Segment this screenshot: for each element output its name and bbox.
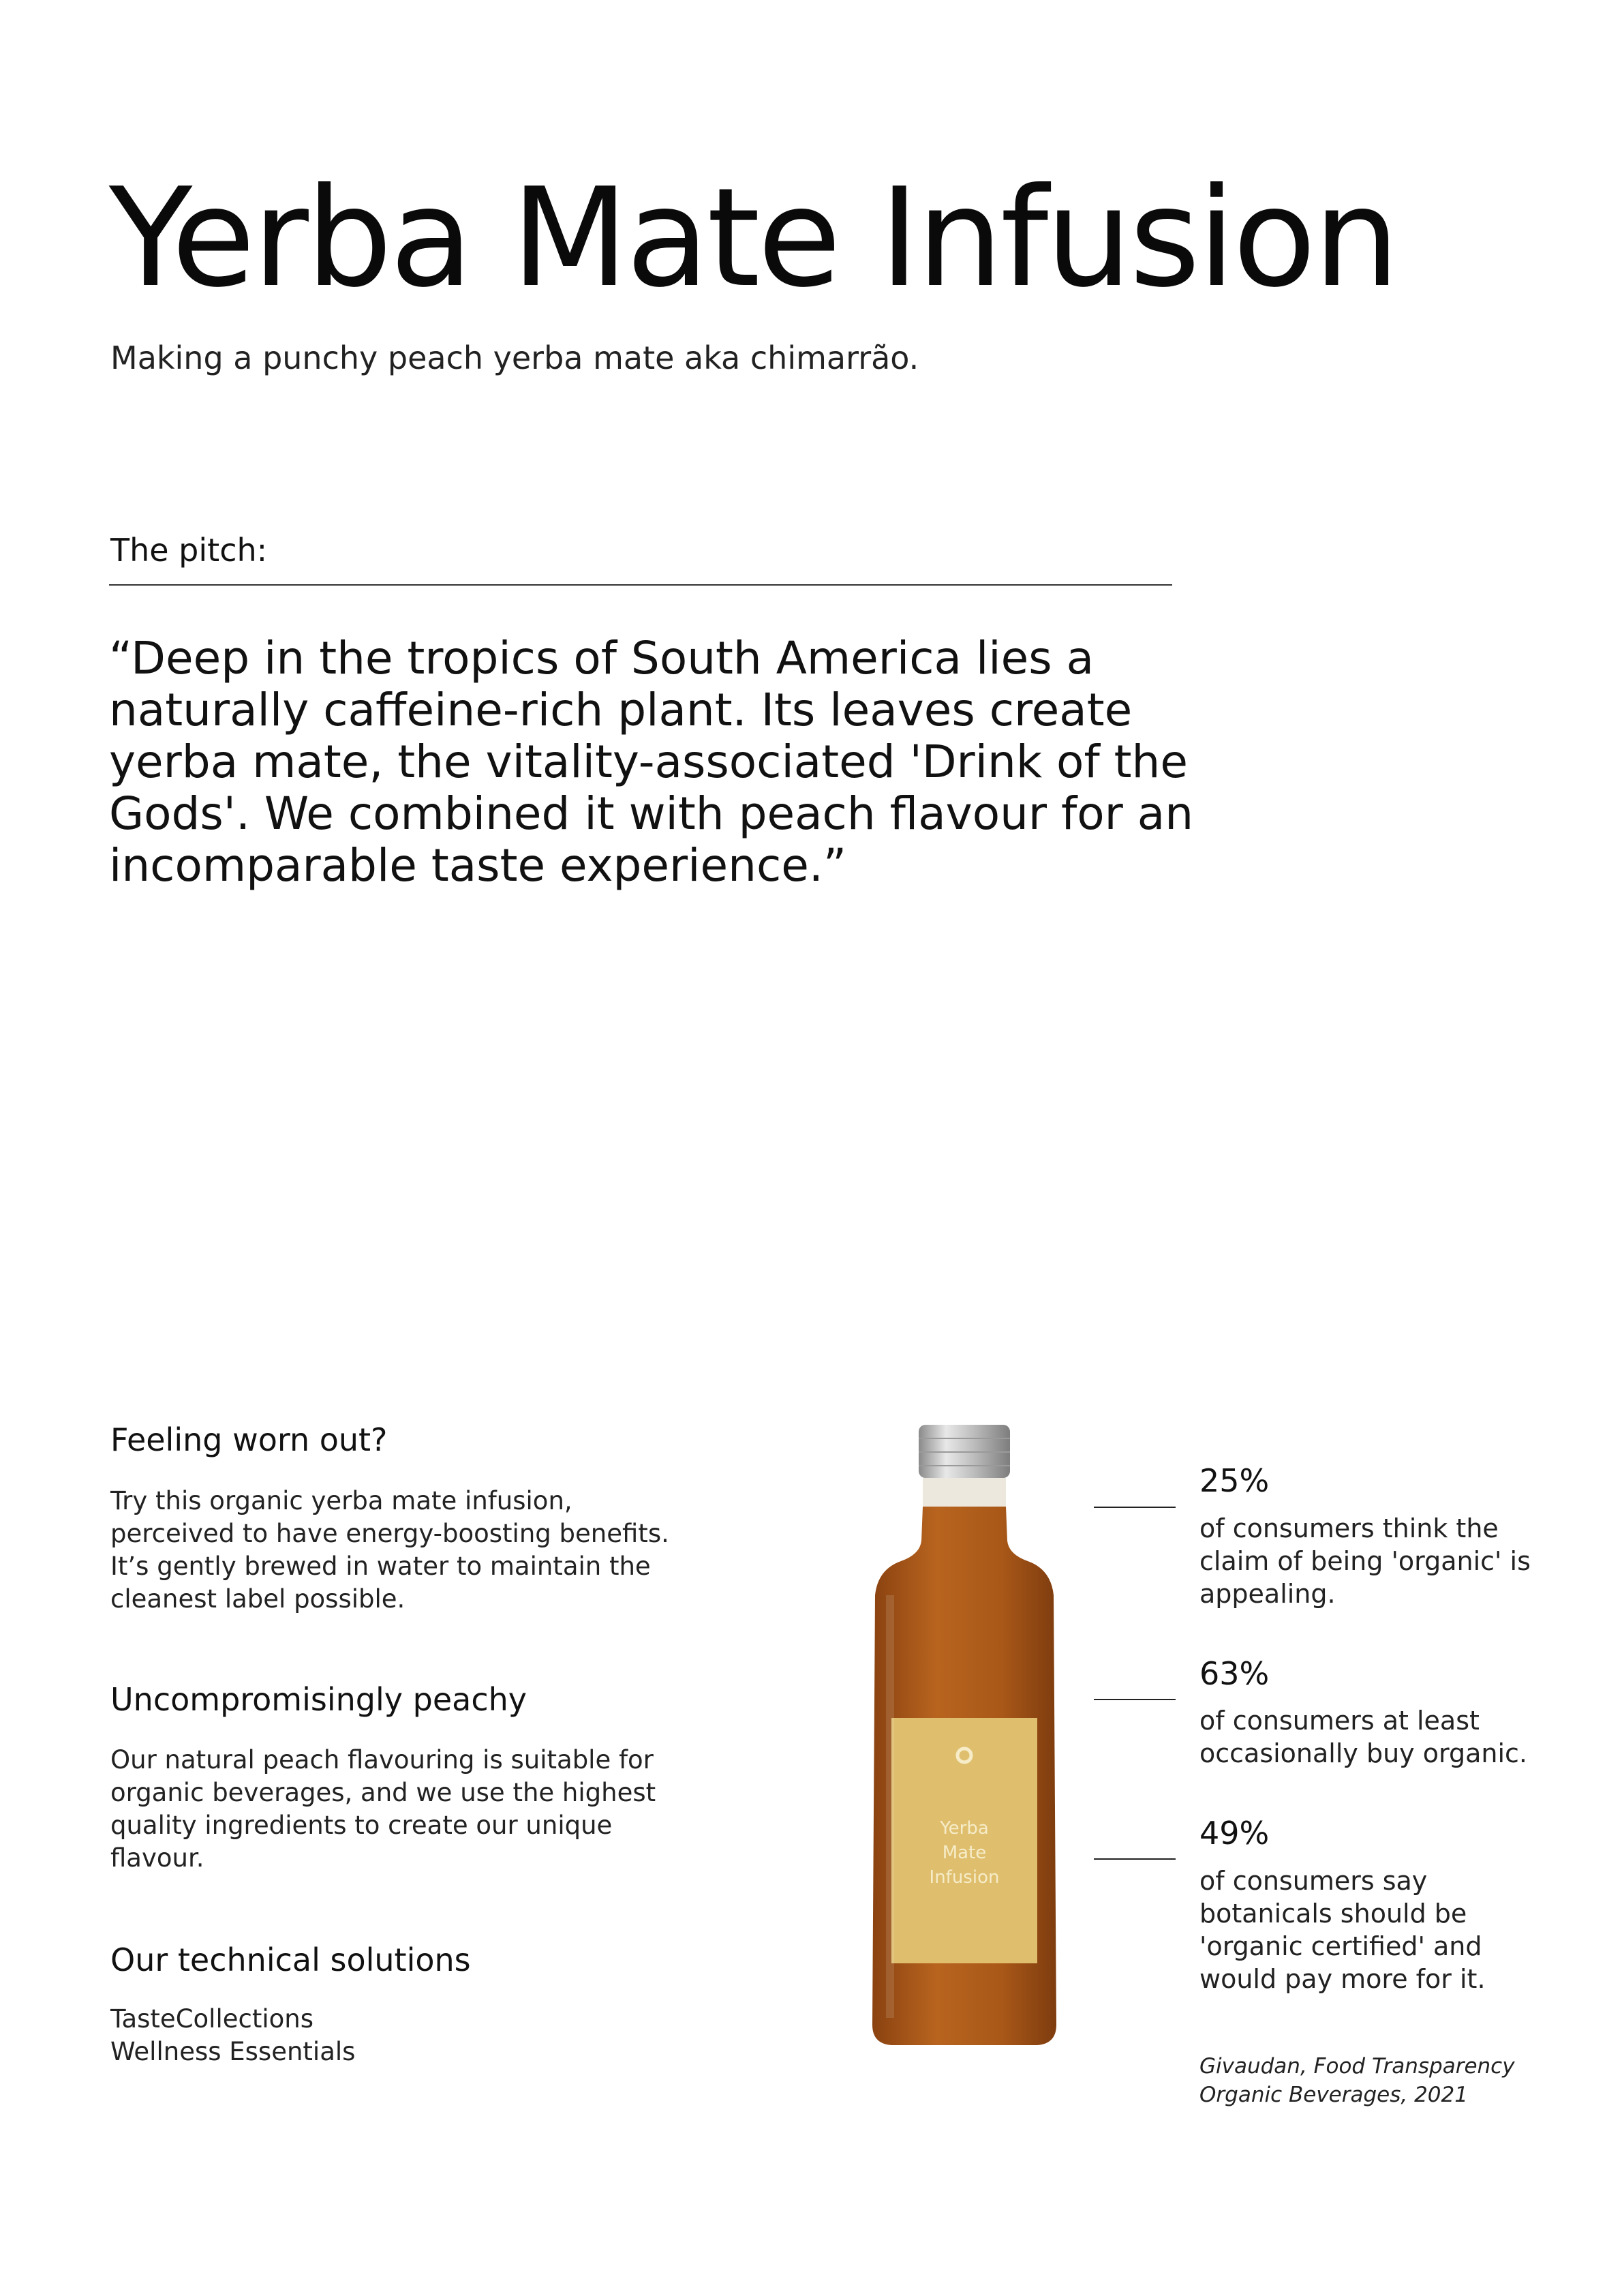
stat-connector-line [1094,1858,1176,1860]
bottle-label-line3: Infusion [929,1867,1000,1888]
stat-description: of consumers at least occasionally buy organic. [1199,1706,1527,1768]
stat-connector-line [1094,1507,1176,1508]
section-heading-technical: Our technical solutions [110,1942,471,1978]
source-citation [1199,2052,1554,2109]
stat-percent: 63% [1199,1655,1270,1692]
section-body-peachy: Our natural peach flavouring is suitable for organic beverages, and we use the highest quality ingredients to create our unique flavour. [110,1745,656,1873]
pitch-divider [109,584,1172,586]
page-subtitle: Making a punchy peach yerba mate aka chimarrão. [110,339,919,376]
stat-connector-line [1094,1699,1176,1700]
section-heading-peachy: Uncompromisingly peachy [110,1681,527,1718]
bottle-label [891,1718,1037,1963]
pitch-label: The pitch: [110,532,268,569]
section-heading-worn-out: Feeling worn out? [110,1421,388,1458]
pitch-quote: “Deep in the tropics of South America lies a naturally caffeine-rich plant. Its leaves create yerba mate, the vitality-associated 'Drink of the Gods'. We combined it with peach flavour for an incomparable taste experience.” [109,632,1194,892]
stat-description: of consumers say botanicals should be 'organic certified' and would pay more for it. [1199,1866,1486,1994]
stat-description: of consumers think the claim of being 'organic' is appealing. [1199,1513,1531,1609]
source-line: Organic Beverages, 2021 [1199,2083,1468,2107]
bottle-label-line2: Mate [942,1843,987,1863]
section-body-worn-out: Try this organic yerba mate infusion, perceived to have energy-boosting benefits. It’s gently brewed in water to maintain the cleanest label possible. [110,1486,669,1614]
page-title: Yerba Mate Infusion [109,159,1397,318]
stat-percent: 49% [1199,1815,1270,1852]
source-line: Givaudan, Food Transparency [1199,2054,1515,2079]
technical-solutions-list [110,2003,683,2068]
bottle-illustration [852,1425,1077,2052]
technical-item: Wellness Essentials [110,2037,356,2066]
bottle-label-line1: Yerba [940,1818,989,1839]
technical-item: TasteCollections [110,2004,313,2034]
stat-percent: 25% [1199,1462,1270,1499]
